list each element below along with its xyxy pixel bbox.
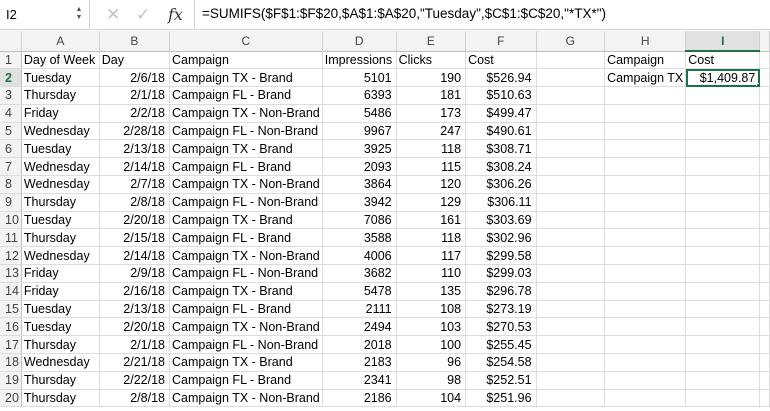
cell-h8[interactable] (605, 176, 686, 194)
cell-f4[interactable]: $499.47 (466, 104, 536, 122)
cell-e3[interactable]: 181 (396, 87, 465, 105)
spreadsheet-grid (0, 31, 770, 407)
table-row (0, 193, 770, 211)
cell-f17[interactable]: $255.45 (466, 336, 536, 354)
cell-i5[interactable] (686, 122, 760, 140)
cell-d8[interactable]: 3864 (322, 176, 396, 194)
column-header-d[interactable]: D (322, 31, 396, 51)
cell-f5[interactable]: $490.61 (466, 122, 536, 140)
cell-f20[interactable]: $251.96 (466, 389, 536, 407)
table-row (0, 371, 770, 389)
cell-f9[interactable]: $306.11 (466, 193, 536, 211)
cell-e10[interactable]: 161 (396, 211, 465, 229)
cell-d12[interactable]: 4006 (322, 247, 396, 265)
cell-i16[interactable] (686, 318, 760, 336)
cell-b2[interactable]: 2/6/18 (99, 69, 169, 87)
cell-c8[interactable]: Campaign TX - Non-Brand (169, 176, 322, 194)
cell-c2[interactable]: Campaign TX - Brand (169, 69, 322, 87)
cell-a1[interactable]: Day of Week (21, 51, 99, 69)
cell-c7[interactable]: Campaign FL - Brand (169, 158, 322, 176)
cell-d17[interactable]: 2018 (322, 336, 396, 354)
row-header[interactable]: 1 (0, 51, 21, 69)
row-header[interactable]: 15 (0, 300, 21, 318)
cell-a12[interactable]: Wednesday (21, 247, 99, 265)
cell-i8[interactable] (686, 176, 760, 194)
column-header-e[interactable]: E (396, 31, 465, 51)
cell-c14[interactable]: Campaign TX - Brand (169, 282, 322, 300)
cell-d15[interactable]: 2111 (322, 300, 396, 318)
cell-overflow[interactable] (760, 51, 770, 69)
cell-i6[interactable] (686, 140, 760, 158)
cell-c9[interactable]: Campaign FL - Non-Brand (169, 193, 322, 211)
cell-g17[interactable] (536, 336, 605, 354)
cell-a6[interactable]: Tuesday (21, 140, 99, 158)
cell-h15[interactable] (605, 300, 686, 318)
row-header[interactable]: 19 (0, 371, 21, 389)
cell-e4[interactable]: 173 (396, 104, 465, 122)
cell-a4[interactable]: Friday (21, 104, 99, 122)
column-header-f[interactable]: F (466, 31, 536, 51)
cell-a11[interactable]: Thursday (21, 229, 99, 247)
cell-a13[interactable]: Friday (21, 265, 99, 283)
cell-g4[interactable] (536, 104, 605, 122)
cell-e5[interactable]: 247 (396, 122, 465, 140)
cell-e20[interactable]: 104 (396, 389, 465, 407)
row-header[interactable]: 17 (0, 336, 21, 354)
cell-e13[interactable]: 110 (396, 265, 465, 283)
cell-g2[interactable] (536, 69, 605, 87)
cell-f14[interactable]: $296.78 (466, 282, 536, 300)
cell-h5[interactable] (605, 122, 686, 140)
cell-e12[interactable]: 117 (396, 247, 465, 265)
cell-overflow[interactable] (760, 300, 770, 318)
column-header-a[interactable]: A (21, 31, 99, 51)
cell-c18[interactable]: Campaign TX - Brand (169, 354, 322, 372)
cell-h11[interactable] (605, 229, 686, 247)
cell-overflow[interactable] (760, 318, 770, 336)
name-box-stepper-icon[interactable]: ▲ ▼ (75, 6, 83, 21)
row-header[interactable]: 6 (0, 140, 21, 158)
cancel-icon[interactable]: ✕ (106, 5, 121, 24)
cell-h19[interactable] (605, 371, 686, 389)
row-header[interactable]: 2 (0, 69, 21, 87)
cell-f6[interactable]: $308.71 (466, 140, 536, 158)
cell-e2[interactable]: 190 (396, 69, 465, 87)
cell-a18[interactable]: Wednesday (21, 354, 99, 372)
cell-overflow[interactable] (760, 282, 770, 300)
row-header[interactable]: 4 (0, 104, 21, 122)
cell-c12[interactable]: Campaign TX - Non-Brand (169, 247, 322, 265)
cell-d6[interactable]: 3925 (322, 140, 396, 158)
cell-h9[interactable] (605, 193, 686, 211)
name-box[interactable] (0, 0, 90, 30)
cell-b13[interactable]: 2/9/18 (99, 265, 169, 283)
cell-c3[interactable]: Campaign FL - Brand (169, 87, 322, 105)
cell-d14[interactable]: 5478 (322, 282, 396, 300)
row-header[interactable]: 3 (0, 87, 21, 105)
cell-c6[interactable]: Campaign TX - Brand (169, 140, 322, 158)
row-header[interactable]: 11 (0, 229, 21, 247)
cell-d4[interactable]: 5486 (322, 104, 396, 122)
cell-b6[interactable]: 2/13/18 (99, 140, 169, 158)
table-row (0, 158, 770, 176)
cell-h12[interactable] (605, 247, 686, 265)
cell-d19[interactable]: 2341 (322, 371, 396, 389)
cell-b12[interactable]: 2/14/18 (99, 247, 169, 265)
cell-b18[interactable]: 2/21/18 (99, 354, 169, 372)
cell-e1[interactable]: Clicks (396, 51, 465, 69)
cell-h2[interactable]: Campaign TX (605, 69, 686, 87)
table-row (0, 282, 770, 300)
cell-h20[interactable] (605, 389, 686, 407)
cell-c4[interactable]: Campaign TX - Non-Brand (169, 104, 322, 122)
cell-g10[interactable] (536, 211, 605, 229)
cell-a17[interactable]: Thursday (21, 336, 99, 354)
cell-b5[interactable]: 2/28/18 (99, 122, 169, 140)
cell-g1[interactable] (536, 51, 605, 69)
row-header[interactable]: 18 (0, 354, 21, 372)
cell-overflow[interactable] (760, 229, 770, 247)
row-header[interactable]: 8 (0, 176, 21, 194)
cell-i14[interactable] (686, 282, 760, 300)
cell-i13[interactable] (686, 265, 760, 283)
cell-i9[interactable] (686, 193, 760, 211)
cell-h6[interactable] (605, 140, 686, 158)
cell-i2[interactable]: $1,409.87 (686, 69, 760, 87)
cell-c10[interactable]: Campaign TX - Brand (169, 211, 322, 229)
table-row (0, 300, 770, 318)
cell-c11[interactable]: Campaign FL - Brand (169, 229, 322, 247)
cell-overflow[interactable] (760, 140, 770, 158)
cell-g9[interactable] (536, 193, 605, 211)
cell-f3[interactable]: $510.63 (466, 87, 536, 105)
cell-g18[interactable] (536, 354, 605, 372)
table-row (0, 140, 770, 158)
table-row (0, 176, 770, 194)
cell-a16[interactable]: Tuesday (21, 318, 99, 336)
cell-g7[interactable] (536, 158, 605, 176)
cell-a10[interactable]: Tuesday (21, 211, 99, 229)
cell-overflow[interactable] (760, 336, 770, 354)
column-header-g[interactable]: G (536, 31, 605, 51)
cell-i10[interactable] (686, 211, 760, 229)
column-header-overflow[interactable] (760, 31, 770, 51)
row-header[interactable]: 16 (0, 318, 21, 336)
cell-a20[interactable]: Thursday (21, 389, 99, 407)
cell-a3[interactable]: Thursday (21, 87, 99, 105)
cell-d2[interactable]: 5101 (322, 69, 396, 87)
cell-h7[interactable] (605, 158, 686, 176)
cell-g11[interactable] (536, 229, 605, 247)
cell-a14[interactable]: Friday (21, 282, 99, 300)
table-row (0, 122, 770, 140)
cell-d16[interactable]: 2494 (322, 318, 396, 336)
cell-i12[interactable] (686, 247, 760, 265)
cell-f7[interactable]: $308.24 (466, 158, 536, 176)
table-row (0, 318, 770, 336)
cell-c19[interactable]: Campaign FL - Brand (169, 371, 322, 389)
column-header-i[interactable]: I (686, 31, 760, 51)
cell-b8[interactable]: 2/7/18 (99, 176, 169, 194)
cell-overflow[interactable] (760, 69, 770, 87)
cell-b15[interactable]: 2/13/18 (99, 300, 169, 318)
cell-a15[interactable]: Tuesday (21, 300, 99, 318)
cell-overflow[interactable] (760, 265, 770, 283)
cell-a19[interactable]: Thursday (21, 371, 99, 389)
cell-h14[interactable] (605, 282, 686, 300)
cell-h3[interactable] (605, 87, 686, 105)
cell-e11[interactable]: 118 (396, 229, 465, 247)
cell-c20[interactable]: Campaign TX - Non-Brand (169, 389, 322, 407)
cell-f12[interactable]: $299.58 (466, 247, 536, 265)
cell-h4[interactable] (605, 104, 686, 122)
table-row (0, 229, 770, 247)
cell-e15[interactable]: 108 (396, 300, 465, 318)
row-header[interactable]: 20 (0, 389, 21, 407)
formula-input[interactable]: =SUMIFS($F$1:$F$20,$A$1:$A$20,"Tuesday",$C$1:$C$20,"*TX*") (202, 6, 607, 21)
cell-f2[interactable]: $526.94 (466, 69, 536, 87)
table-row (0, 389, 770, 407)
cell-h13[interactable] (605, 265, 686, 283)
column-header-c[interactable]: C (169, 31, 322, 51)
row-header[interactable]: 10 (0, 211, 21, 229)
cell-e14[interactable]: 135 (396, 282, 465, 300)
cell-d9[interactable]: 3942 (322, 193, 396, 211)
table-row (0, 336, 770, 354)
cell-g5[interactable] (536, 122, 605, 140)
cell-e19[interactable]: 98 (396, 371, 465, 389)
cell-overflow[interactable] (760, 176, 770, 194)
cell-c15[interactable]: Campaign FL - Brand (169, 300, 322, 318)
row-header[interactable]: 7 (0, 158, 21, 176)
cell-e7[interactable]: 115 (396, 158, 465, 176)
cell-g8[interactable] (536, 176, 605, 194)
cell-i1[interactable]: Cost (686, 51, 760, 69)
fill-handle[interactable] (756, 83, 760, 87)
cell-b4[interactable]: 2/2/18 (99, 104, 169, 122)
cell-b19[interactable]: 2/22/18 (99, 371, 169, 389)
cell-i17[interactable] (686, 336, 760, 354)
row-header[interactable]: 9 (0, 193, 21, 211)
cell-f18[interactable]: $254.58 (466, 354, 536, 372)
table-row (0, 354, 770, 372)
cell-c13[interactable]: Campaign FL - Non-Brand (169, 265, 322, 283)
cell-d13[interactable]: 3682 (322, 265, 396, 283)
cell-b3[interactable]: 2/1/18 (99, 87, 169, 105)
cell-overflow[interactable] (760, 158, 770, 176)
table-row (0, 87, 770, 105)
cell-overflow[interactable] (760, 354, 770, 372)
cell-e6[interactable]: 118 (396, 140, 465, 158)
table-row (0, 104, 770, 122)
confirm-icon[interactable]: ✓ (136, 5, 151, 24)
cell-g16[interactable] (536, 318, 605, 336)
cell-f15[interactable]: $273.19 (466, 300, 536, 318)
cell-a9[interactable]: Thursday (21, 193, 99, 211)
cell-e8[interactable]: 120 (396, 176, 465, 194)
table-row (0, 265, 770, 283)
cell-g19[interactable] (536, 371, 605, 389)
cell-overflow[interactable] (760, 104, 770, 122)
cell-overflow[interactable] (760, 122, 770, 140)
cell-f16[interactable]: $270.53 (466, 318, 536, 336)
cell-i11[interactable] (686, 229, 760, 247)
cell-e18[interactable]: 96 (396, 354, 465, 372)
cell-b14[interactable]: 2/16/18 (99, 282, 169, 300)
cell-b11[interactable]: 2/15/18 (99, 229, 169, 247)
insert-function-icon[interactable]: fx (168, 5, 183, 24)
cell-g6[interactable] (536, 140, 605, 158)
cell-overflow[interactable] (760, 193, 770, 211)
cell-d11[interactable]: 3588 (322, 229, 396, 247)
name-box-value: I2 (6, 7, 17, 22)
cell-i20[interactable] (686, 389, 760, 407)
cell-g13[interactable] (536, 265, 605, 283)
cell-overflow[interactable] (760, 389, 770, 407)
select-all-corner[interactable] (0, 31, 21, 51)
cell-a2[interactable]: Tuesday (21, 69, 99, 87)
cell-overflow[interactable] (760, 247, 770, 265)
cell-f10[interactable]: $303.69 (466, 211, 536, 229)
cell-f13[interactable]: $299.03 (466, 265, 536, 283)
cell-b16[interactable]: 2/20/18 (99, 318, 169, 336)
table-row (0, 51, 770, 69)
cell-g15[interactable] (536, 300, 605, 318)
table-row (0, 247, 770, 265)
cell-b1[interactable]: Day (99, 51, 169, 69)
cell-b20[interactable]: 2/8/18 (99, 389, 169, 407)
formula-bar-area (0, 0, 770, 30)
cell-d1[interactable]: Impressions (322, 51, 396, 69)
column-header-b[interactable]: B (99, 31, 169, 51)
cell-c16[interactable]: Campaign TX - Non-Brand (169, 318, 322, 336)
cell-c5[interactable]: Campaign FL - Non-Brand (169, 122, 322, 140)
cell-b9[interactable]: 2/8/18 (99, 193, 169, 211)
cell-g3[interactable] (536, 87, 605, 105)
cell-i4[interactable] (686, 104, 760, 122)
cell-g12[interactable] (536, 247, 605, 265)
cell-c17[interactable]: Campaign FL - Non-Brand (169, 336, 322, 354)
cell-h18[interactable] (605, 354, 686, 372)
row-header[interactable]: 14 (0, 282, 21, 300)
cell-h17[interactable] (605, 336, 686, 354)
cell-d20[interactable]: 2186 (322, 389, 396, 407)
cell-i15[interactable] (686, 300, 760, 318)
cell-g14[interactable] (536, 282, 605, 300)
cell-d10[interactable]: 7086 (322, 211, 396, 229)
table-row (0, 211, 770, 229)
cell-a8[interactable]: Wednesday (21, 176, 99, 194)
cell-e16[interactable]: 103 (396, 318, 465, 336)
cell-f19[interactable]: $252.51 (466, 371, 536, 389)
cell-f8[interactable]: $306.26 (466, 176, 536, 194)
cell-a5[interactable]: Wednesday (21, 122, 99, 140)
cell-d7[interactable]: 2093 (322, 158, 396, 176)
cell-b10[interactable]: 2/20/18 (99, 211, 169, 229)
column-header-h[interactable]: H (605, 31, 686, 51)
cell-h1[interactable]: Campaign (605, 51, 686, 69)
cell-i3[interactable] (686, 87, 760, 105)
cell-h16[interactable] (605, 318, 686, 336)
cell-e17[interactable]: 100 (396, 336, 465, 354)
cell-b17[interactable]: 2/1/18 (99, 336, 169, 354)
cell-d18[interactable]: 2183 (322, 354, 396, 372)
table-row (0, 69, 770, 87)
row-header[interactable]: 5 (0, 122, 21, 140)
cell-c1[interactable]: Campaign (169, 51, 322, 69)
cell-a7[interactable]: Wednesday (21, 158, 99, 176)
formula-actions (90, 0, 195, 30)
cell-d5[interactable]: 9967 (322, 122, 396, 140)
cell-overflow[interactable] (760, 371, 770, 389)
cell-overflow[interactable] (760, 211, 770, 229)
cell-d3[interactable]: 6393 (322, 87, 396, 105)
row-header[interactable]: 13 (0, 265, 21, 283)
cell-i19[interactable] (686, 371, 760, 389)
row-header[interactable]: 12 (0, 247, 21, 265)
cell-g20[interactable] (536, 389, 605, 407)
cell-f11[interactable]: $302.96 (466, 229, 536, 247)
cell-h10[interactable] (605, 211, 686, 229)
cell-b7[interactable]: 2/14/18 (99, 158, 169, 176)
cell-i18[interactable] (686, 354, 760, 372)
cell-i7[interactable] (686, 158, 760, 176)
cell-f1[interactable]: Cost (466, 51, 536, 69)
cell-e9[interactable]: 129 (396, 193, 465, 211)
cell-overflow[interactable] (760, 87, 770, 105)
